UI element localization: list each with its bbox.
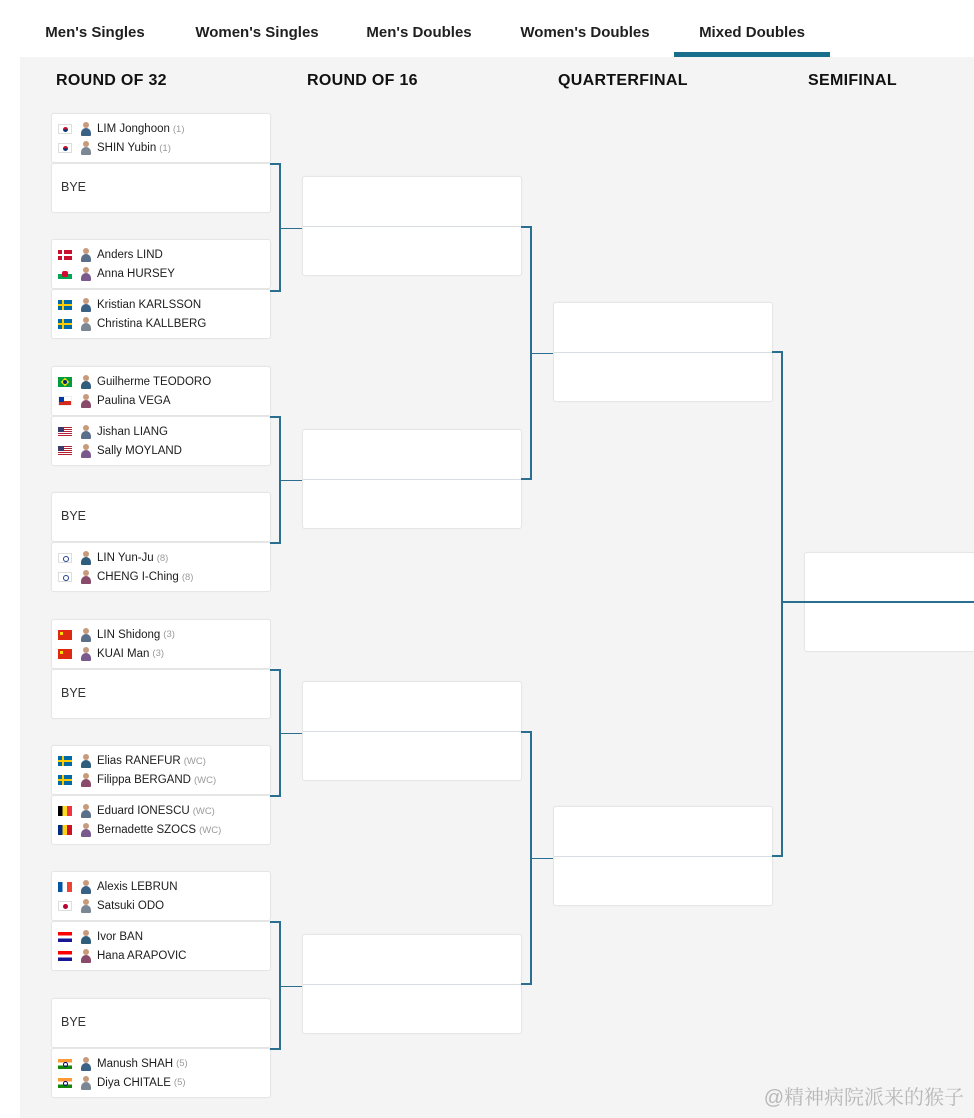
player-avatar-icon: [80, 930, 92, 944]
match-card[interactable]: [51, 542, 271, 592]
player-name: Bernadette SZOCS: [97, 824, 197, 836]
flag-fra-icon: [58, 882, 72, 892]
flag-usa-icon: [58, 427, 72, 437]
player-row[interactable]: [52, 138, 171, 158]
flag-wal-icon: [58, 269, 72, 279]
bracket-connector-line: [530, 858, 553, 860]
flag-swe-icon: [58, 756, 72, 766]
match-card[interactable]: [51, 795, 271, 845]
player-seed: (5): [176, 1058, 188, 1070]
player-name: Christina KALLBERG: [97, 318, 207, 331]
match-card[interactable]: [51, 745, 271, 795]
match-card[interactable]: [51, 619, 271, 669]
player-row[interactable]: [52, 751, 206, 771]
flag-bra-icon: [58, 377, 72, 387]
flag-kor-icon: [58, 124, 72, 134]
flag-tpe-icon: [58, 553, 72, 563]
player-name: Guilherme TEODORO: [97, 375, 212, 388]
r16-match-slot[interactable]: [302, 429, 522, 529]
player-avatar-icon: [80, 551, 92, 565]
flag-swe-icon: [58, 300, 72, 310]
player-avatar-icon: [80, 141, 92, 155]
flag-chn-icon: [58, 630, 72, 640]
flag-usa-icon: [58, 446, 72, 456]
player-row[interactable]: [52, 927, 143, 947]
player-row[interactable]: [52, 264, 175, 284]
flag-den-icon: [58, 250, 72, 260]
player-row[interactable]: [52, 391, 171, 411]
player-seed: (WC): [183, 755, 206, 767]
player-row[interactable]: [52, 295, 201, 315]
match-card[interactable]: [51, 366, 271, 416]
flag-swe-icon: [58, 319, 72, 329]
r16-match-slot[interactable]: [302, 681, 522, 781]
player-name: Eduard IONESCU: [97, 805, 190, 817]
player-name: Anders LIND: [97, 249, 163, 262]
player-row[interactable]: [52, 422, 168, 442]
match-card[interactable]: [51, 289, 271, 339]
player-name: LIN Yun-Ju: [97, 552, 154, 565]
player-avatar-icon: [80, 949, 92, 963]
tab-mens-singles[interactable]: Men's Singles: [45, 24, 145, 41]
round-title-r16: ROUND OF 16: [307, 72, 418, 89]
player-row[interactable]: [52, 946, 186, 966]
player-row[interactable]: [52, 896, 164, 916]
player-seed: (8): [181, 571, 194, 583]
player-name: LIN Shidong: [97, 628, 161, 641]
player-seed: (3): [163, 629, 175, 641]
player-row[interactable]: [52, 877, 178, 897]
player-avatar-icon: [80, 804, 92, 818]
player-name: Kristian KARLSSON: [97, 299, 202, 312]
player-avatar-icon: [80, 754, 92, 768]
player-row[interactable]: [52, 1073, 186, 1093]
player-name: Paulina VEGA: [97, 394, 171, 407]
player-avatar-icon: [80, 444, 92, 458]
round-title-semifinal: SEMIFINAL: [808, 72, 897, 89]
player-row[interactable]: [52, 801, 215, 821]
player-avatar-icon: [80, 394, 92, 408]
player-name: Alexis LEBRUN: [97, 881, 178, 894]
r16-match-slot[interactable]: [302, 934, 522, 1034]
bye-slot[interactable]: [51, 669, 271, 719]
player-name: CHENG I-Ching: [97, 571, 179, 584]
round-title-quarterfinal: QUARTERFINAL: [558, 72, 688, 89]
bracket-connector-line: [279, 733, 302, 735]
player-name: Anna HURSEY: [97, 268, 175, 281]
player-avatar-icon: [80, 317, 92, 331]
player-row[interactable]: [52, 548, 168, 568]
player-name: Elias RANEFUR: [97, 755, 181, 767]
player-avatar-icon: [80, 248, 92, 262]
watermark: @精神病院派来的猴子: [763, 1087, 964, 1109]
bye-label: BYE: [61, 180, 87, 194]
player-seed: (5): [173, 1077, 186, 1089]
bye-slot[interactable]: [51, 163, 271, 213]
player-row[interactable]: [52, 770, 216, 790]
round-title-r32: ROUND OF 32: [56, 72, 167, 89]
flag-swe-icon: [58, 775, 72, 785]
player-row[interactable]: [52, 372, 211, 392]
flag-ind-icon: [58, 1078, 72, 1088]
player-seed: (3): [152, 648, 165, 660]
player-avatar-icon: [80, 773, 92, 787]
flag-ind-icon: [58, 1059, 72, 1069]
quarterfinal-match-slot[interactable]: [553, 806, 773, 906]
player-seed: (1): [159, 142, 171, 154]
event-tabs: [20, 0, 974, 57]
player-row[interactable]: [52, 820, 221, 840]
tab-mens-doubles[interactable]: Men's Doubles: [366, 24, 472, 41]
player-avatar-icon: [80, 647, 92, 661]
player-name: LIM Jonghoon: [97, 123, 170, 135]
player-row[interactable]: [52, 1054, 188, 1074]
player-row[interactable]: [52, 245, 163, 265]
player-name: Filippa BERGAND: [97, 774, 191, 786]
bye-label: BYE: [61, 1014, 87, 1029]
bye-slot[interactable]: [51, 998, 271, 1048]
player-avatar-icon: [80, 628, 92, 642]
bracket-connector-line: [279, 986, 302, 988]
quarterfinal-match-slot[interactable]: [553, 302, 773, 402]
player-name: Jishan LIANG: [97, 425, 168, 438]
bracket-connector-line: [279, 480, 302, 482]
player-seed: (WC): [193, 774, 217, 786]
player-avatar-icon: [80, 823, 92, 837]
flag-chn-icon: [58, 649, 72, 659]
bracket-connector-line: [781, 351, 783, 857]
player-name: Diya CHITALE: [97, 1076, 171, 1089]
bracket-connector-line: [781, 601, 804, 603]
player-row[interactable]: [52, 567, 193, 587]
tab-womens-doubles[interactable]: Women's Doubles: [520, 24, 650, 41]
player-name: SHIN Yubin: [97, 142, 157, 154]
player-name: Hana ARAPOVIC: [97, 950, 187, 963]
bye-label: BYE: [61, 509, 87, 524]
player-seed: (WC): [199, 824, 222, 836]
player-avatar-icon: [80, 1057, 92, 1071]
match-card[interactable]: [51, 871, 271, 921]
match-card[interactable]: [51, 113, 271, 163]
match-card[interactable]: [51, 416, 271, 466]
player-avatar-icon: [80, 1076, 92, 1090]
player-avatar-icon: [80, 267, 92, 281]
player-avatar-icon: [80, 122, 92, 136]
flag-cro-icon: [58, 951, 72, 961]
flag-jpn-icon: [58, 901, 72, 911]
flag-rou-icon: [58, 825, 72, 835]
player-seed: (WC): [192, 805, 215, 817]
bye-label: BYE: [61, 685, 87, 700]
flag-kor-icon: [58, 143, 72, 153]
player-name: KUAI Man: [97, 647, 150, 660]
flag-cro-icon: [58, 932, 72, 942]
player-avatar-icon: [80, 425, 92, 439]
player-avatar-icon: [80, 880, 92, 894]
flag-tpe-icon: [58, 572, 72, 582]
player-row[interactable]: [52, 644, 164, 664]
player-name: Sally MOYLAND: [97, 444, 182, 457]
tab-womens-singles[interactable]: Women's Singles: [195, 24, 319, 41]
match-card[interactable]: [51, 921, 271, 971]
bracket-connector-line: [804, 601, 974, 603]
player-name: Manush SHAH: [97, 1057, 174, 1070]
player-row[interactable]: [52, 441, 182, 461]
match-card[interactable]: [51, 239, 271, 289]
tab-mixed-doubles[interactable]: Mixed Doubles: [674, 0, 830, 57]
player-avatar-icon: [80, 570, 92, 584]
bye-slot[interactable]: [51, 492, 271, 542]
player-row[interactable]: [52, 314, 206, 334]
player-avatar-icon: [80, 375, 92, 389]
player-name: Satsuki ODO: [97, 900, 165, 913]
player-row[interactable]: [52, 119, 185, 139]
player-seed: (1): [172, 123, 185, 135]
player-avatar-icon: [80, 298, 92, 312]
flag-bel-icon: [58, 806, 72, 816]
flag-chi-icon: [58, 396, 72, 406]
bracket-connector-line: [530, 353, 553, 355]
player-name: Ivor BAN: [97, 931, 144, 944]
bracket-connector-line: [279, 228, 302, 230]
match-card[interactable]: [51, 1048, 271, 1098]
r16-match-slot[interactable]: [302, 176, 522, 276]
player-avatar-icon: [80, 899, 92, 913]
player-row[interactable]: [52, 625, 175, 645]
player-seed: (8): [156, 552, 169, 564]
